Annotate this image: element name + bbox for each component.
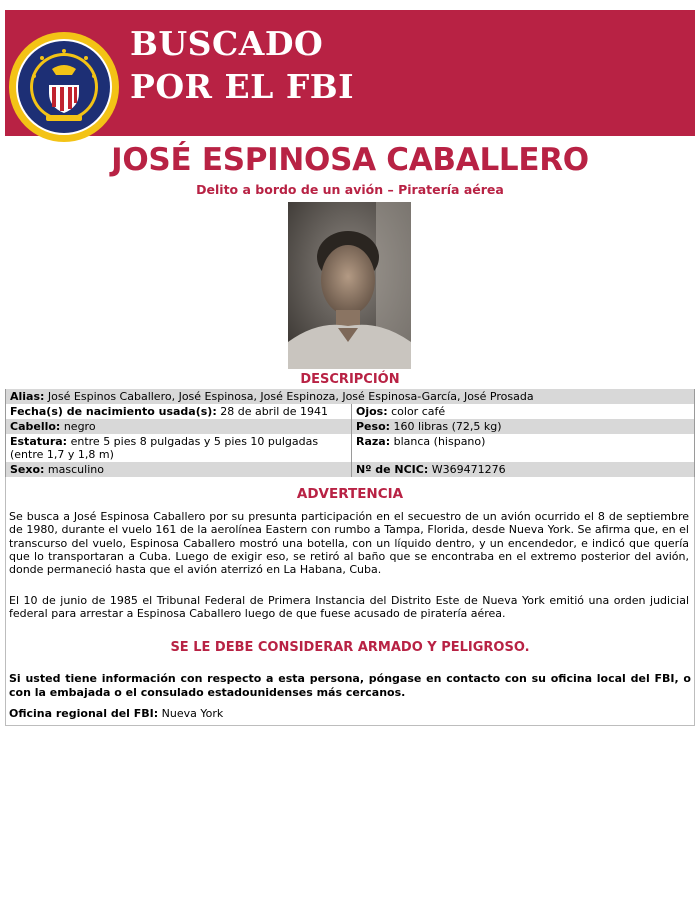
- fbi-seal-icon: [8, 31, 120, 143]
- dob-label: Fecha(s) de nacimiento usada(s):: [10, 405, 217, 418]
- banner-title: [130, 22, 354, 108]
- field-office-label: Oficina regional del FBI:: [9, 707, 159, 720]
- suspect-photo: [288, 202, 411, 369]
- table-row: [6, 389, 695, 404]
- field-office-value: Nueva York: [158, 707, 224, 720]
- subject-crime: Delito a bordo de un avión – Piratería aérea: [196, 182, 504, 197]
- height-label: Estatura:: [10, 435, 68, 448]
- alias-value: José Espinos Caballero, José Espinosa, José Espinoza, José Espinosa-García, José Prosada: [44, 390, 534, 403]
- height-cell: [6, 434, 352, 462]
- table-row: [6, 404, 695, 419]
- weight-label: Peso:: [356, 420, 391, 433]
- table-row: [6, 462, 695, 477]
- hair-label: Cabello:: [10, 420, 61, 433]
- alias-cell: [6, 389, 695, 404]
- field-office: [9, 707, 223, 720]
- banner-title-line1: BUSCADO: [130, 24, 324, 63]
- table-row: [6, 419, 695, 434]
- eyes-cell: [352, 404, 695, 419]
- alias-label: Alias:: [10, 390, 45, 403]
- hair-value: negro: [60, 420, 96, 433]
- dob-value: 28 de abril de 1941: [216, 405, 329, 418]
- race-cell: [352, 434, 695, 462]
- sex-value: masculino: [44, 463, 104, 476]
- description-heading: DESCRIPCIÓN: [300, 372, 400, 387]
- ncic-label: Nº de NCIC:: [356, 463, 429, 476]
- banner-title-line2: POR EL FBI: [130, 67, 355, 106]
- contact-info: Si usted tiene información con respecto a esta persona, póngase en contacto con su oficina local del FBI, o con la embajada o el consulado estadounidenses más cercanos.: [9, 672, 691, 699]
- height-value: entre 5 pies 8 pulgadas y 5 pies 10 pulgadas (entre 1,7 y 1,8 m): [10, 435, 319, 461]
- warning-paragraph-1: Se busca a José Espinosa Caballero por su presunta participación en el secuestro de un avión ocurrido el 8 de septiembre de 1980, durante el vuelo 161 de la aerolínea Eastern con rumbo a Tampa, Florida, desde Nueva York. Se afirma que, en el transcurso del vuelo, Espinosa Caballero mostró una botella, con un líquido dentro, y un encendedor, e indicó que quería que lo transportaran a Cuba. Luego de exigir eso, se retiró al baño que se encontraba en el extremo posterior del avión, donde permaneció hasta que el avión aterrizó en La Habana, Cuba.: [9, 510, 689, 577]
- table-row: [6, 434, 695, 462]
- race-value: blanca (hispano): [390, 435, 486, 448]
- race-label: Raza:: [356, 435, 391, 448]
- subject-name: JOSÉ ESPINOSA CABALLERO: [111, 142, 589, 178]
- warning-heading: ADVERTENCIA: [296, 486, 404, 502]
- weight-cell: [352, 419, 695, 434]
- sex-cell: [6, 462, 352, 477]
- hair-cell: [6, 419, 352, 434]
- dob-cell: [6, 404, 352, 419]
- ncic-cell: [352, 462, 695, 477]
- sex-label: Sexo:: [10, 463, 45, 476]
- armed-dangerous-notice: SE LE DEBE CONSIDERAR ARMADO Y PELIGROSO.: [170, 640, 530, 655]
- warning-paragraph-2: El 10 de junio de 1985 el Tribunal Federal de Primera Instancia del Distrito Este de Nueva York emitió una orden judicial federal para arrestar a Espinosa Caballero luego de que fuese acusado de piratería aérea.: [9, 594, 689, 621]
- description-table: [5, 389, 695, 477]
- weight-value: 160 libras (72,5 kg): [390, 420, 502, 433]
- eyes-label: Ojos:: [356, 405, 388, 418]
- eyes-value: color café: [387, 405, 446, 418]
- ncic-value: W369471276: [428, 463, 506, 476]
